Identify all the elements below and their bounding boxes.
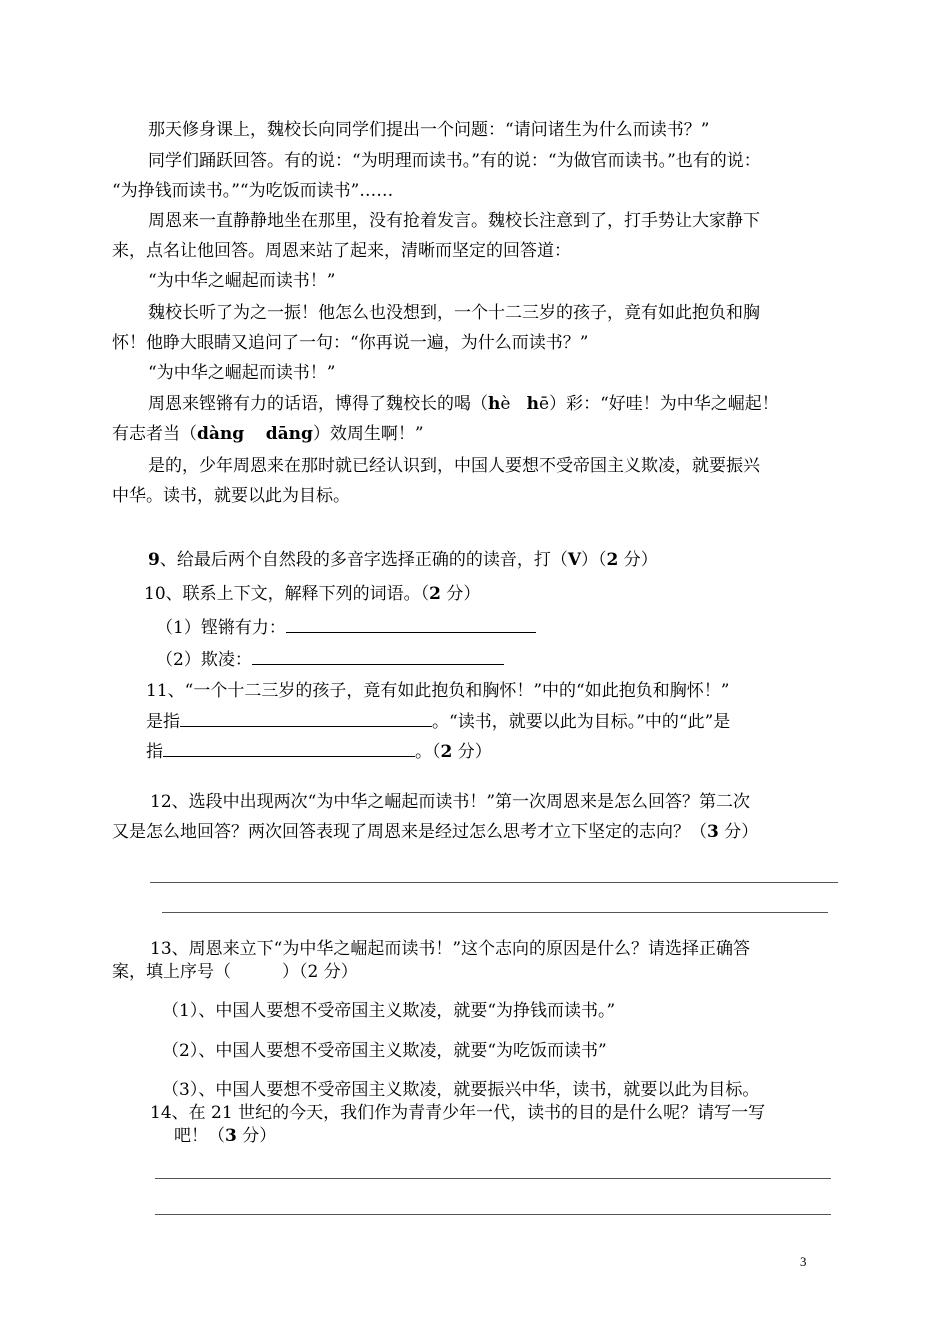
answer-blank[interactable] (252, 648, 504, 665)
question-text: 10、联系上下文，解释下列的词语。（ (144, 584, 430, 604)
passage-paragraph-6-line-1: 是的，少年周恩来在那时就已经认识到，中国人要想不受帝国主义欺凌，就要振兴 (148, 456, 760, 476)
question-13-option-1: （1）、中国人要想不受帝国主义欺凌，就要“为挣钱而读书。” (162, 1001, 616, 1021)
passage-text: 有志者当（ (112, 424, 197, 444)
score: 3 (707, 822, 719, 842)
question-text: 。“读书，就要以此为目标。”中的“此”是 (432, 712, 731, 732)
score: 2 (606, 550, 619, 570)
answer-blank[interactable] (163, 740, 415, 757)
pinyin-dang-fourth-tone: dàng (197, 424, 245, 444)
passage-paragraph-1: 那天修身课上，魏校长向同学们提出一个问题：“请问诸生为什么而读书？” (148, 120, 710, 140)
question-number: 9 (148, 550, 160, 570)
item-label: （2）欺凌： (156, 650, 252, 670)
passage-paragraph-5-line-2 (112, 423, 424, 445)
answer-line[interactable] (150, 882, 838, 883)
question-text: 分） (236, 1126, 277, 1146)
item-label: （1）铿锵有力： (156, 618, 286, 638)
question-13-line-2: 案，填上序号（ ）（2 分） (112, 962, 358, 982)
passage-paragraph-2-line-2: “为挣钱而读书。”“为吃饭而读书”…… (112, 181, 394, 201)
passage-paragraph-3-line-2: 来，点名让他回答。周恩来站了起来，清晰而坚定的回答道： (112, 241, 571, 261)
question-11-line-1: 11、“一个十二三岁的孩子，竟有如此抱负和胸怀！”中的“如此抱负和胸怀！” (146, 681, 730, 701)
passage-paragraph-6-line-2: 中华。读书，就要以此为目标。 (112, 486, 350, 506)
question-text: 分） (452, 742, 492, 762)
question-text: 。（ (415, 742, 441, 762)
score: 3 (225, 1126, 237, 1146)
question-text: 分） (718, 822, 759, 842)
question-text: 分） (618, 550, 658, 570)
question-9 (148, 549, 658, 571)
answer-blank[interactable] (180, 710, 432, 727)
page-number: 3 (800, 1254, 807, 1269)
question-text: 指 (146, 742, 163, 762)
score: 2 (440, 742, 453, 762)
pinyin-he-initial: h (488, 394, 501, 414)
question-13-line-1: 13、周恩来立下“为中华之崛起而读书！”这个志向的原因是什么？请选择正确答 (150, 939, 751, 959)
question-text: 吧！（ (174, 1126, 225, 1146)
passage-quote-1: “为中华之崛起而读书！” (148, 271, 336, 291)
check-mark: V (567, 550, 582, 570)
answer-line[interactable] (155, 1178, 831, 1179)
question-10-item-1 (156, 616, 536, 639)
question-11-line-2 (146, 710, 730, 733)
pinyin-dang-first-tone: dāng (265, 424, 313, 444)
question-13-option-3: （3）、中国人要想不受帝国主义欺凌，就要振兴中华，读书，就要以此为目标。 (162, 1080, 760, 1100)
passage-text: 周恩来铿锵有力的话语，博得了魏校长的喝（ (148, 394, 488, 414)
question-text: 、给最后两个自然段的多音字选择正确的的读音，打（ (159, 550, 568, 570)
answer-line[interactable] (155, 1214, 831, 1215)
pinyin-he-first-tone-final: ē (539, 394, 550, 414)
question-10 (144, 583, 480, 605)
question-text: ）（ (581, 550, 607, 570)
answer-line[interactable] (162, 912, 828, 913)
answer-blank[interactable] (286, 616, 536, 633)
question-14-line-1: 14、在 21 世纪的今天，我们作为青青少年一代，读书的目的是什么呢？请写一写 (150, 1103, 766, 1123)
question-text: 是指 (146, 712, 180, 732)
passage-paragraph-3-line-1: 周恩来一直静静地坐在那里，没有抢着发言。魏校长注意到了，打手势让大家静下 (148, 211, 760, 231)
question-13-option-2: （2）、中国人要想不受帝国主义欺凌，就要“为吃饭而读书” (162, 1041, 607, 1061)
passage-paragraph-4-line-1: 魏校长听了为之一振！他怎么也没想到，一个十二三岁的孩子，竟有如此抱负和胸 (148, 303, 760, 323)
pinyin-he-initial: h (526, 394, 540, 414)
question-10-item-2 (156, 648, 504, 671)
question-12-line-2 (112, 821, 758, 843)
passage-paragraph-4-line-2: 怀！他睁大眼睛又追问了一句：“你再说一遍，为什么而读书？” (112, 333, 589, 353)
question-text: 分） (440, 584, 481, 604)
question-11-line-3 (146, 740, 492, 763)
question-12-line-1: 12、选段中出现两次“为中华之崛起而读书！”第一次周恩来是怎么回答？第二次 (150, 792, 751, 812)
question-text: 又是怎么地回答？两次回答表现了周恩来是经过怎么思考才立下坚定的志向？（ (112, 822, 707, 842)
passage-paragraph-5-line-1 (148, 393, 779, 415)
score: 2 (429, 584, 441, 604)
passage-quote-2: “为中华之崛起而读书！” (148, 363, 336, 383)
pinyin-he-fourth-tone-final: è (500, 394, 511, 414)
passage-text: ）效周生啊！” (312, 424, 424, 444)
passage-text: ）彩：“好哇！为中华之崛起！ (549, 394, 779, 414)
passage-paragraph-2-line-1: 同学们踊跃回答。有的说：“为明理而读书。”有的说：“为做官而读书。”也有的说： (148, 151, 761, 171)
question-14-line-2 (174, 1125, 276, 1147)
